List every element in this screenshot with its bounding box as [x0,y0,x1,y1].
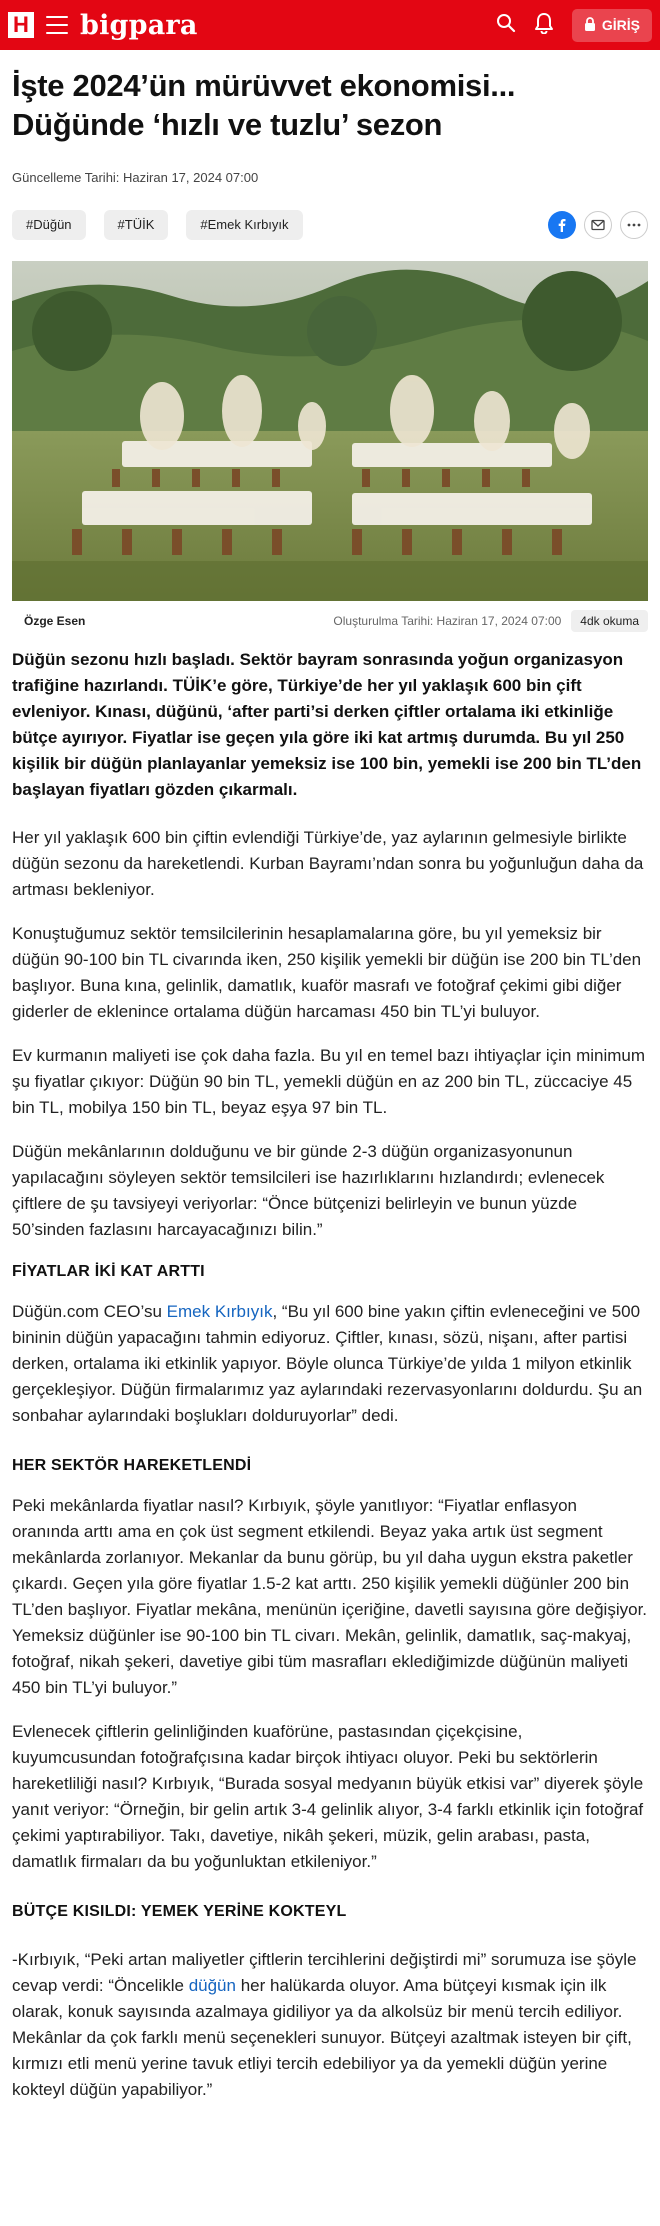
tag-dugun[interactable]: #Düğün [12,210,86,240]
top-bar [0,0,660,50]
paragraph: Düğün.com CEO’su Emek Kırbıyık, “Bu yıl 600 bine yakın çiftin evleneceğini ve 500 bininin düğün yapacağını tahmin ediyoruz. Çiftler, kınası, sözü, nişanı, after partisi derken, ortalama iki etkinlik yapıyor. Böyle olunca Türkiye’de yılda 1 milyon etkinlik gerçekleşiyor. Düğün firmalarımız yaz aylarındaki rezervasyonlarını doldurdu. Şu an sonbahar aylarındaki boşlukları dolduruyorlar” dedi. [12,1302,643,1425]
paragraph: Her yıl yaklaşık 600 bin çiftin evlendiği Türkiye’de, yaz aylarının gelmesiyle birlikte düğün sezonu da hareketlendi. Kurban Bayramı’ndan sonra bu yoğunluğun daha da artması bekleniyor. [12,828,644,899]
updated-date: Güncelleme Tarihi: Haziran 17, 2024 07:00 [12,170,259,185]
mail-share-icon[interactable] [584,211,612,239]
hamburger-menu-icon[interactable] [46,16,68,34]
search-icon[interactable] [496,13,516,38]
article-title: İşte 2024’ün mürüvvet ekonomisi... Düğünde ‘hızlı ve tuzlu’ sezon [12,68,516,142]
login-button[interactable] [572,9,652,42]
paragraph: Peki mekânlarda fiyatlar nasıl? Kırbıyık, şöyle yanıtlıyor: “Fiyatlar enflasyon oranında arttı ama en çok üst segment etkilendi. Beyaz yaka artık üst segment mekânlarda zorlanıyor. Mekanlar da bunu görüp, bu yıl daha uygun ekstra paketler çıkardı. Geçen yıla göre fiyatlar 1.5-2 kat arttı. 250 kişilik yemekli düğünler 200 bin TL’den başlıyor. Fiyatlar mekâna, menünün içeriğine, davetli sayısına göre değişiyor. Yemeksiz düğünler ise 90-100 bin TL civarı. Mekân, gelinlik, damatlık, saç-makyaj, fotoğraf, nikah şekeri, davetiye gibi tüm masrafları eklediğimizde düğünün maliyeti 450 bin TL’yi buluyor.” [12,1496,648,1697]
author-name[interactable]: Özge Esen [24,614,86,628]
read-time-badge: 4dk okuma [571,610,648,632]
paragraph: -Kırbıyık, “Peki artan maliyetler çiftlerin tercihlerini değiştirdi mi” sorumuza ise şöyle cevap verdi: “Öncelikle düğün her halükarda oluyor. Ama bütçeyi kısmak için ilk olarak, konuk sayısında azalmaya gidiliyor ya da alkolsüz bir menü tercih ediliyor. Mekânlar da çok farklı menü seçenekleri sunuyor. Bütçeyi azaltmak isteyen bir çift, kırmızı etli menü yerine tavuk etliyi tercih edebiliyor ya da yemekli düğün yerine kokteyl düğün yapabiliyor.” [12,1950,637,2099]
share-buttons [548,211,648,239]
dugun-link[interactable]: düğün [188,1976,236,1995]
article-meta [12,609,648,633]
created-date: Oluşturulma Tarihi: Haziran 17, 2024 07:00 [333,614,562,628]
emek-kirbiyik-link[interactable]: Emek Kırbıyık [166,1302,273,1321]
section-heading: FİYATLAR İKİ KAT ARTTI [12,1263,205,1280]
tags-row [12,207,648,243]
paragraph: Düğün mekânlarının dolduğunu ve bir günde 2-3 düğün organizasyonunun yapılacağını söyleyen sektör temsilcileri ise hazırlıklarını hızlandırdı; evlenecek çiftlere de şu tavsiyeyi veriyorlar: “Önce bütçenizi belirleyin ve bunun yüzde 50’sinden fazlasını harcayacağınızı bilin.” [12,1142,605,1239]
paragraph: Konuştuğumuz sektör temsilcilerinin hesaplamalarına göre, bu yıl yemeksiz bir düğün 90-100 bin TL civarında iken, 250 kişilik yemekli bir düğün ise 200 bin TL’den başlıyor. Buna kına, gelinlik, damatlık, kuaför masrafı ve fotoğraf çekimi gibi diğer giderler de eklenince ortalama düğün harcaması 450 bin TL’yi buluyor. [12,924,642,1021]
paragraph: Evlenecek çiftlerin gelinliğinden kuaförüne, pastasından çiçekçisine, kuyumcusundan fotoğrafçısına kadar birçok ihtiyacı oluyor. Peki bu sektörlerin hareketliliği nasıl? Kırbıyık, “Burada sosyal medyanın büyük etkisi var” diyerek şöyle yanıt veriyor: “Örneğin, bir gelin artık 3-4 gelinlik alıyor, 3-4 farklı etkinlik için fotoğraf çekimi yaptırabiliyor. Takı, davetiye, nikâh şekeri, müzik, gelin arabası, pasta, damatlık firmaları da bu yoğunluktan etkileniyor.” [12,1722,644,1871]
tag-tuik[interactable]: #TÜİK [104,210,169,240]
brand-name[interactable]: bigpara [80,9,198,41]
section-heading: HER SEKTÖR HAREKETLENDİ [12,1457,252,1474]
section-heading: BÜTÇE KISILDI: YEMEK YERİNE KOKTEYL [12,1903,347,1920]
more-options-icon[interactable] [620,211,648,239]
tag-emek-kirbiyik[interactable]: #Emek Kırbıyık [186,210,302,240]
site-logo[interactable]: H [8,12,34,38]
notification-bell-icon[interactable] [534,12,554,39]
facebook-share-icon[interactable] [548,211,576,239]
login-label: GİRİŞ [601,17,640,33]
lock-icon [584,17,596,34]
article-lead: Düğün sezonu hızlı başladı. Sektör bayram sonrasında yoğun organizasyon trafiğine hazırlandı. TÜİK’e göre, Türkiye’de her yıl yaklaşık 600 bin çift evleniyor. Kınası, düğünü, ‘after parti’si derken çiftler ortalama iki etkinliğe bütçe ayırıyor. Fiyatlar ise geçen yıla göre iki kat artmış durumda. Bu yıl 250 kişilik bir düğün planlayanlar yemeksiz ise 100 bin, yemekli ise 200 bin TL’den başlayan fiyatları gözden çıkarmalı. [12,650,642,799]
hero-image [12,261,648,601]
paragraph: Ev kurmanın maliyeti ise çok daha fazla. Bu yıl en temel bazı ihtiyaçlar için minimum şu fiyatlar çıkıyor: Düğün 90 bin TL, yemekli düğün en az 200 bin TL, züccaciye 45 bin TL, mobilya 150 bin TL, beyaz eşya 97 bin TL. [12,1046,646,1117]
